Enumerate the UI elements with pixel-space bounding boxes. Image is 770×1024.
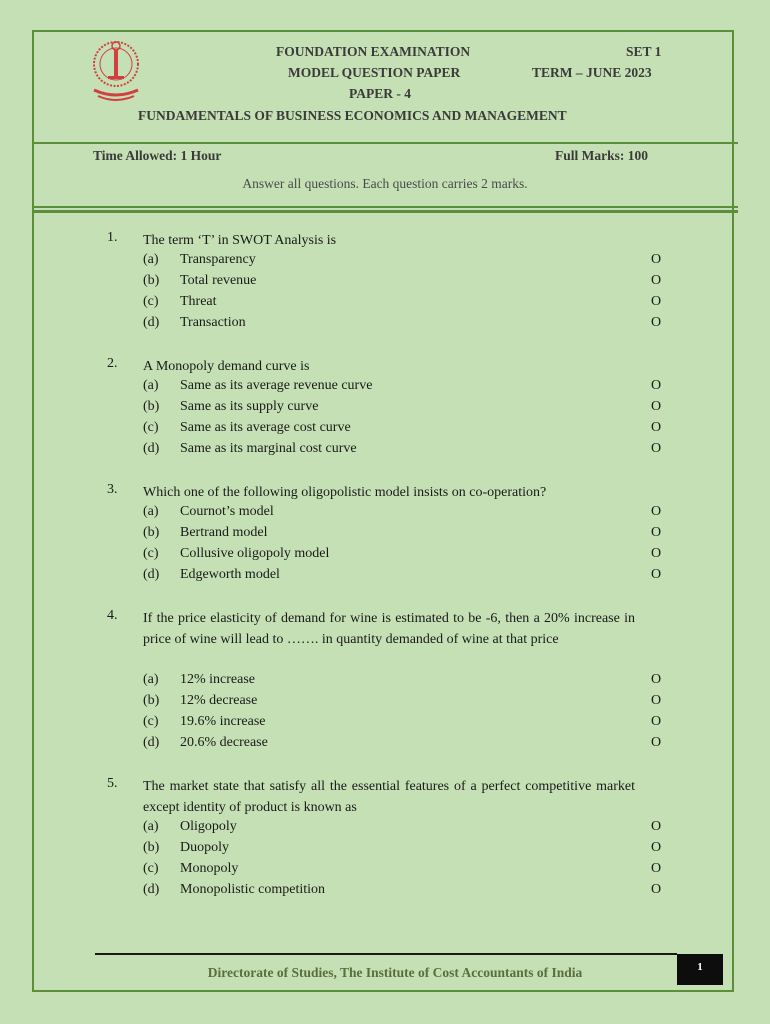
option-label: (a) xyxy=(143,672,159,687)
option-text: Threat xyxy=(180,294,217,309)
subject-title: FUNDAMENTALS OF BUSINESS ECONOMICS AND MANAGEMENT xyxy=(138,108,567,123)
option-text: Same as its average cost curve xyxy=(180,420,351,435)
footer-text: Directorate of Studies, The Institute of Cost Accountants of India xyxy=(207,965,583,980)
option-label: (c) xyxy=(143,546,159,561)
answer-bubble[interactable]: O xyxy=(651,252,662,267)
question-number: 1. xyxy=(107,230,118,245)
option-label: (b) xyxy=(143,399,160,414)
option-label: (d) xyxy=(143,882,160,897)
option-label: (d) xyxy=(143,315,160,330)
answer-bubble[interactable]: O xyxy=(651,546,662,561)
option-d[interactable] xyxy=(143,312,663,333)
option-label: (a) xyxy=(143,378,159,393)
header-divider xyxy=(32,142,738,144)
answer-bubble[interactable]: O xyxy=(651,441,662,456)
option-a[interactable] xyxy=(143,249,663,270)
option-b[interactable] xyxy=(143,837,663,858)
set-label: SET 1 xyxy=(626,44,662,59)
option-label: (b) xyxy=(143,273,160,288)
option-text: Bertrand model xyxy=(180,525,268,540)
option-label: (a) xyxy=(143,819,159,834)
answer-bubble[interactable]: O xyxy=(651,735,662,750)
time-allowed: Time Allowed: 1 Hour xyxy=(93,148,222,163)
option-label: (d) xyxy=(143,441,160,456)
answer-bubble[interactable]: O xyxy=(651,273,662,288)
option-text: 12% decrease xyxy=(180,693,258,708)
answer-bubble[interactable]: O xyxy=(651,861,662,876)
option-a[interactable] xyxy=(143,669,663,690)
option-c[interactable] xyxy=(143,858,663,879)
option-label: (a) xyxy=(143,504,159,519)
option-text: Transaction xyxy=(180,315,246,330)
answer-bubble[interactable]: O xyxy=(651,693,662,708)
option-text: Collusive oligopoly model xyxy=(180,546,330,561)
answer-bubble[interactable]: O xyxy=(651,567,662,582)
institute-logo xyxy=(90,34,142,106)
question-text: Which one of the following oligopolistic model insists on co-operation? xyxy=(143,485,547,500)
option-d[interactable] xyxy=(143,564,663,585)
question-number: 5. xyxy=(107,776,118,791)
option-a[interactable] xyxy=(143,816,663,837)
question-text: If the price elasticity of demand for wine is estimated to be -6, then a 20% increase in price of wine will lead to ……. in quantity demanded of wine at that price xyxy=(143,611,635,647)
option-label: (c) xyxy=(143,714,159,729)
option-text: 12% increase xyxy=(180,672,256,687)
meta-divider-bottom xyxy=(32,210,738,213)
answer-bubble[interactable]: O xyxy=(651,420,662,435)
question-number: 2. xyxy=(107,356,118,371)
meta-divider-top xyxy=(32,206,738,208)
exam-title: FOUNDATION EXAMINATION xyxy=(276,44,471,59)
option-text: Cournot’s model xyxy=(180,504,274,519)
answer-bubble[interactable]: O xyxy=(651,714,662,729)
option-d[interactable] xyxy=(143,732,663,753)
option-c[interactable] xyxy=(143,711,663,732)
paper-number: PAPER - 4 xyxy=(349,86,411,101)
option-b[interactable] xyxy=(143,690,663,711)
answer-bubble[interactable]: O xyxy=(651,672,662,687)
option-label: (b) xyxy=(143,840,160,855)
option-text: Edgeworth model xyxy=(180,567,280,582)
option-a[interactable] xyxy=(143,375,663,396)
option-d[interactable] xyxy=(143,879,663,900)
option-text: Oligopoly xyxy=(180,819,237,834)
option-text: Monopolistic competition xyxy=(180,882,326,897)
option-label: (c) xyxy=(143,861,159,876)
option-text: Same as its supply curve xyxy=(180,399,319,414)
question-text: The term ‘T’ in SWOT Analysis is xyxy=(143,233,337,248)
question-number: 4. xyxy=(107,608,118,623)
paper-type: MODEL QUESTION PAPER xyxy=(288,65,461,80)
option-label: (d) xyxy=(143,735,160,750)
answer-bubble[interactable]: O xyxy=(651,294,662,309)
question-text: The market state that satisfy all the essential features of a perfect competitive market except identity of product is known as xyxy=(143,779,635,815)
option-text: Same as its average revenue curve xyxy=(180,378,373,393)
option-b[interactable] xyxy=(143,396,663,417)
option-text: Transparency xyxy=(180,252,256,267)
option-c[interactable] xyxy=(143,291,663,312)
answer-bubble[interactable]: O xyxy=(651,819,662,834)
option-text: Monopoly xyxy=(180,861,239,876)
page-number: 1 xyxy=(677,954,723,985)
option-a[interactable] xyxy=(143,501,663,522)
answer-bubble[interactable]: O xyxy=(651,399,662,414)
option-text: Total revenue xyxy=(180,273,257,288)
option-b[interactable] xyxy=(143,270,663,291)
option-text: Duopoly xyxy=(180,840,229,855)
option-label: (a) xyxy=(143,252,159,267)
full-marks: Full Marks: 100 xyxy=(555,148,648,163)
option-d[interactable] xyxy=(143,438,663,459)
term-label: TERM – JUNE 2023 xyxy=(532,65,652,80)
answer-bubble[interactable]: O xyxy=(651,504,662,519)
answer-bubble[interactable]: O xyxy=(651,378,662,393)
answer-bubble[interactable]: O xyxy=(651,882,662,897)
option-label: (b) xyxy=(143,693,160,708)
option-label: (c) xyxy=(143,294,159,309)
question-text: A Monopoly demand curve is xyxy=(143,359,310,374)
option-label: (d) xyxy=(143,567,160,582)
option-label: (c) xyxy=(143,420,159,435)
option-c[interactable] xyxy=(143,543,663,564)
footer-rule xyxy=(95,953,677,955)
option-text: 20.6% decrease xyxy=(180,735,268,750)
answer-bubble[interactable]: O xyxy=(651,315,662,330)
option-c[interactable] xyxy=(143,417,663,438)
answer-bubble[interactable]: O xyxy=(651,525,662,540)
option-label: (b) xyxy=(143,525,160,540)
question-number: 3. xyxy=(107,482,118,497)
answer-bubble[interactable]: O xyxy=(651,840,662,855)
option-text: Same as its marginal cost curve xyxy=(180,441,357,456)
option-text: 19.6% increase xyxy=(180,714,266,729)
option-b[interactable] xyxy=(143,522,663,543)
instructions: Answer all questions. Each question carries 2 marks. xyxy=(242,176,528,191)
